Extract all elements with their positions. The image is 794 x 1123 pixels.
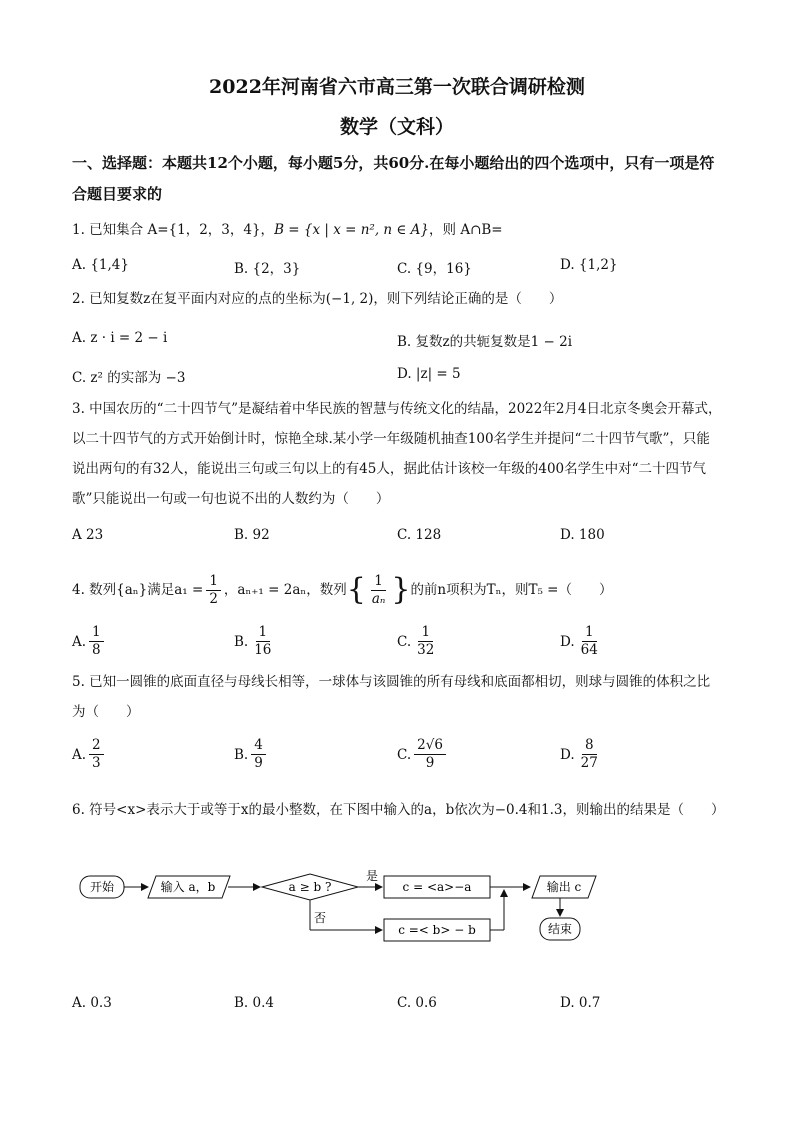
flow-box-2-label: c =< b> − b [398,923,476,937]
q4-stem-a: 4. 数列{aₙ}满足a₁ = [72,582,204,598]
q4-option-b[interactable]: B. $\frac{1}{16}$ [234,624,272,658]
q5-options [72,737,722,777]
q3-option-d[interactable]: D. 180 [560,527,605,543]
flow-no-label: 否 [314,911,327,925]
section-heading: 一、选择题：本题共12个小题，每小题5分，共60分.在每小题给出的四个选项中，只有一项是符合题目要求的 [72,154,715,203]
q2-option-a[interactable]: A. z · i = 2 − i [72,330,168,346]
q6-option-d[interactable]: D. 0.7 [560,995,601,1011]
flow-input-label: 输入 a，b [160,880,216,894]
q4-stem-b: ，aₙ₊₁ = 2aₙ，数列 [223,582,347,598]
q4-option-a[interactable]: A. $\frac{1}{8}$ [72,624,107,659]
q1-stem-a: 1. 已知集合 A={1，2，3，4}， [72,222,275,238]
q1-set-b: B = {x | x = n², n ∈ A} [274,222,430,238]
flow-decision-label: a ≥ b ? [288,880,332,894]
q4-option-c[interactable]: C. $\frac{1}{32}$ [397,624,435,658]
q5-option-d[interactable]: D. $\frac{8}{27}$ [560,737,598,771]
question-2: 2. 已知复数z在复平面内对应的点的坐标为(−1, 2)，则下列结论正确的是（ ） [72,291,563,307]
flow-yes-label: 是 [366,869,379,883]
q1-option-c[interactable]: C. {9，16} [397,261,472,277]
q2-options-row1 [72,330,722,370]
q4-option-d[interactable]: D. $\frac{1}{64}$ [560,624,598,658]
q4-options [72,624,722,664]
q3-option-b[interactable]: B. 92 [234,527,270,543]
q1-option-b[interactable]: B. {2，3} [234,261,301,277]
q4-stem-c: 的前n项积为Tₙ，则T₅ =（ ） [410,582,613,598]
q2-option-c[interactable]: C. z² 的实部为 −3 [72,370,186,386]
q4-a1-fraction: $\frac{1}{2}$ [206,573,221,608]
flow-end-label: 结束 [547,922,573,936]
q6-option-a[interactable]: A. 0.3 [72,995,112,1011]
flowchart [72,860,612,950]
q3-options [72,527,722,567]
question-4: 4. 数列{aₙ}满足a₁ = $\frac{1}{2}$ ，aₙ₊₁ = 2aₙ，数列 { $\frac{1}{\text{aₙ}}$ } 的前n项积为Tₙ，则T₅ =（ ） [72,572,613,607]
q3-option-c[interactable]: C. 128 [397,527,442,543]
q3-option-a[interactable]: A 23 [72,527,104,543]
exam-title: 2022年河南省六市高三第一次联合调研检测 [209,76,585,98]
q1-option-a[interactable]: A. {1,4} [72,257,129,273]
question-6: 6. 符号<x>表示大于或等于x的最小整数，在下图中输入的a，b依次为−0.4和1.3，则输出的结果是（ ） [72,802,725,818]
flow-output-label: 输出 c [546,880,582,894]
q6-options [72,995,722,1035]
q5-option-b[interactable]: B. $\frac{4}{9}$ [234,737,269,772]
q2-option-b[interactable]: B. 复数z的共轭复数是1 − 2i [397,334,573,350]
q2-option-d[interactable]: D. |z| = 5 [397,366,461,382]
flow-box-1-label: c = <a>−a [402,880,472,894]
flow-start-label: 开始 [89,880,115,894]
q5-option-a[interactable]: A. $\frac{2}{3}$ [72,737,107,772]
q1-stem-c: ，则 A∩B= [429,222,503,238]
q4-seq-fraction: $\frac{1}{\text{aₙ}}$ [371,572,386,607]
q6-option-c[interactable]: C. 0.6 [397,995,437,1011]
exam-subtitle: 数学（文科） [339,116,454,138]
q5-option-c[interactable]: C. $\frac{2√6}{9}$ [397,737,449,772]
question-1 [72,215,722,245]
q6-option-b[interactable]: B. 0.4 [234,995,274,1011]
q1-option-d[interactable]: D. {1,2} [560,257,618,273]
question-5: 5. 已知一圆锥的底面直径与母线长相等，一球体与该圆锥的所有母线和底面都相切，则球与圆锥的体积之比为（ ） [72,674,711,720]
question-3: 3. 中国农历的“二十四节气”是凝结着中华民族的智慧与传统文化的结晶，2022年2月4日北京冬奥会开幕式，以二十四节气的方式开始倒计时，惊艳全球.某小学一年级随机抽查100名学生并提问“二十四节气歌”，只能说出两句的有32人，能说出三句或三句以上的有45人，据此估计该校一年级的400名学生中对“二十四节气歌”只能说出一句或一句也说不出的人数约为（ ） [72,401,722,507]
